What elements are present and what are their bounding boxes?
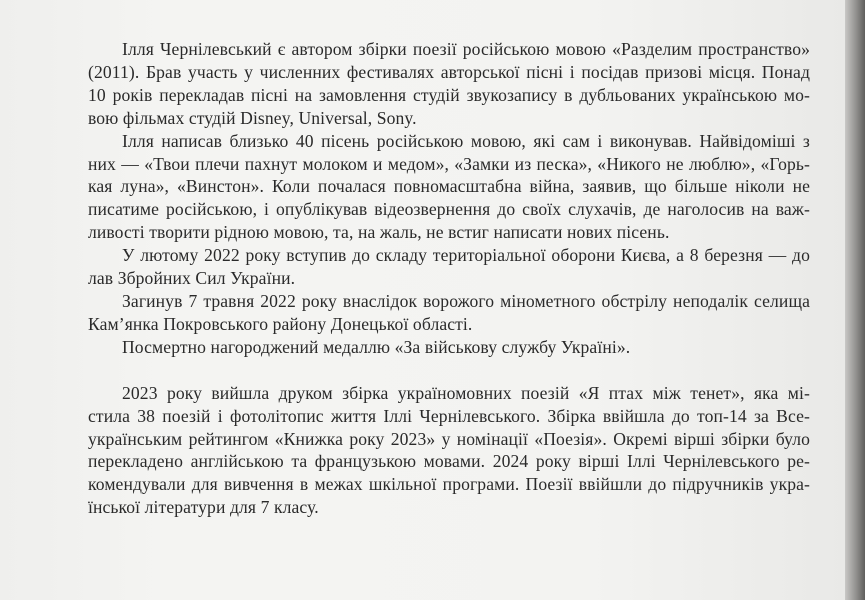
text-line: українським рейтингом «Книжка року 2023» у номінації «Поезія». Окремі вірші збірки було (88, 428, 810, 449)
text-line: кая луна», «Винстон». Коли почалася повномасштабна війна, заявив, що більше ніколи не (88, 176, 810, 197)
page-edge-shadow (845, 0, 865, 600)
text-line: писатиме російською, і опублікував відеозвернення до своїх слухачів, де наголосив на важ- (88, 199, 810, 220)
text-line: Кам’янка Покровського району Донецької області. (88, 313, 473, 334)
text-line: 10 років перекладав пісні на замовлення студій звукозапису в дубльованих українською мо- (88, 84, 810, 105)
text-line: (2011). Брав участь у численних фестивалях авторської пісні і посідав призові місця. Понад (88, 61, 810, 82)
text-line: них — «Твои плечи пахнут молоком и медом», «Замки из песка», «Никого не люблю», «Горь- (88, 153, 810, 174)
body-text (88, 38, 810, 519)
text-line: вою фільмах студій Disney, Universal, Sony. (88, 107, 417, 128)
text-line: лав Збройних Сил України. (88, 268, 296, 289)
text-line: Загинув 7 травня 2022 року внаслідок ворожого мінометного обстрілу неподалік селища (122, 290, 810, 311)
text-line: перекладено англійською та французькою мовами. 2024 року вірші Іллі Чернілевського ре- (88, 451, 810, 472)
text-line: Посмертно нагороджений медаллю «За військову службу Україні». (122, 336, 631, 357)
paragraph-award (88, 336, 810, 359)
text-line: комендували для вивчення в межах шкільної програми. Поезії ввійшли до підручників укра- (88, 474, 810, 495)
text-line: їнської літератури для 7 класу. (88, 497, 319, 518)
text-line: ливості творити рідною мовою, та, на жаль, не встиг написати нових пісень. (88, 222, 670, 243)
paragraph-death (88, 290, 810, 336)
paragraph-gap (88, 359, 810, 382)
paragraph-military (88, 244, 810, 290)
paragraph-poetry-book (88, 382, 810, 519)
text-line: Ілля написав близько 40 пісень російською мовою, які сам і виконував. Найвідоміші з (122, 130, 810, 151)
paragraph-author-works (88, 38, 810, 130)
paragraph-songs (88, 130, 810, 245)
text-line: 2023 року вийшла друком збірка україномовних поезій «Я птах між тенет», яка мі- (122, 382, 810, 403)
text-line: стила 38 поезій і фотолітопис життя Іллі Чернілевського. Збірка ввійшла до топ-14 за Все- (88, 405, 810, 426)
text-line: У лютому 2022 року вступив до складу територіальної оборони Києва, а 8 березня — до (122, 245, 810, 266)
text-line: Ілля Чернілевський є автором збірки поезії російською мовою «Разделим пространство» (122, 39, 810, 59)
